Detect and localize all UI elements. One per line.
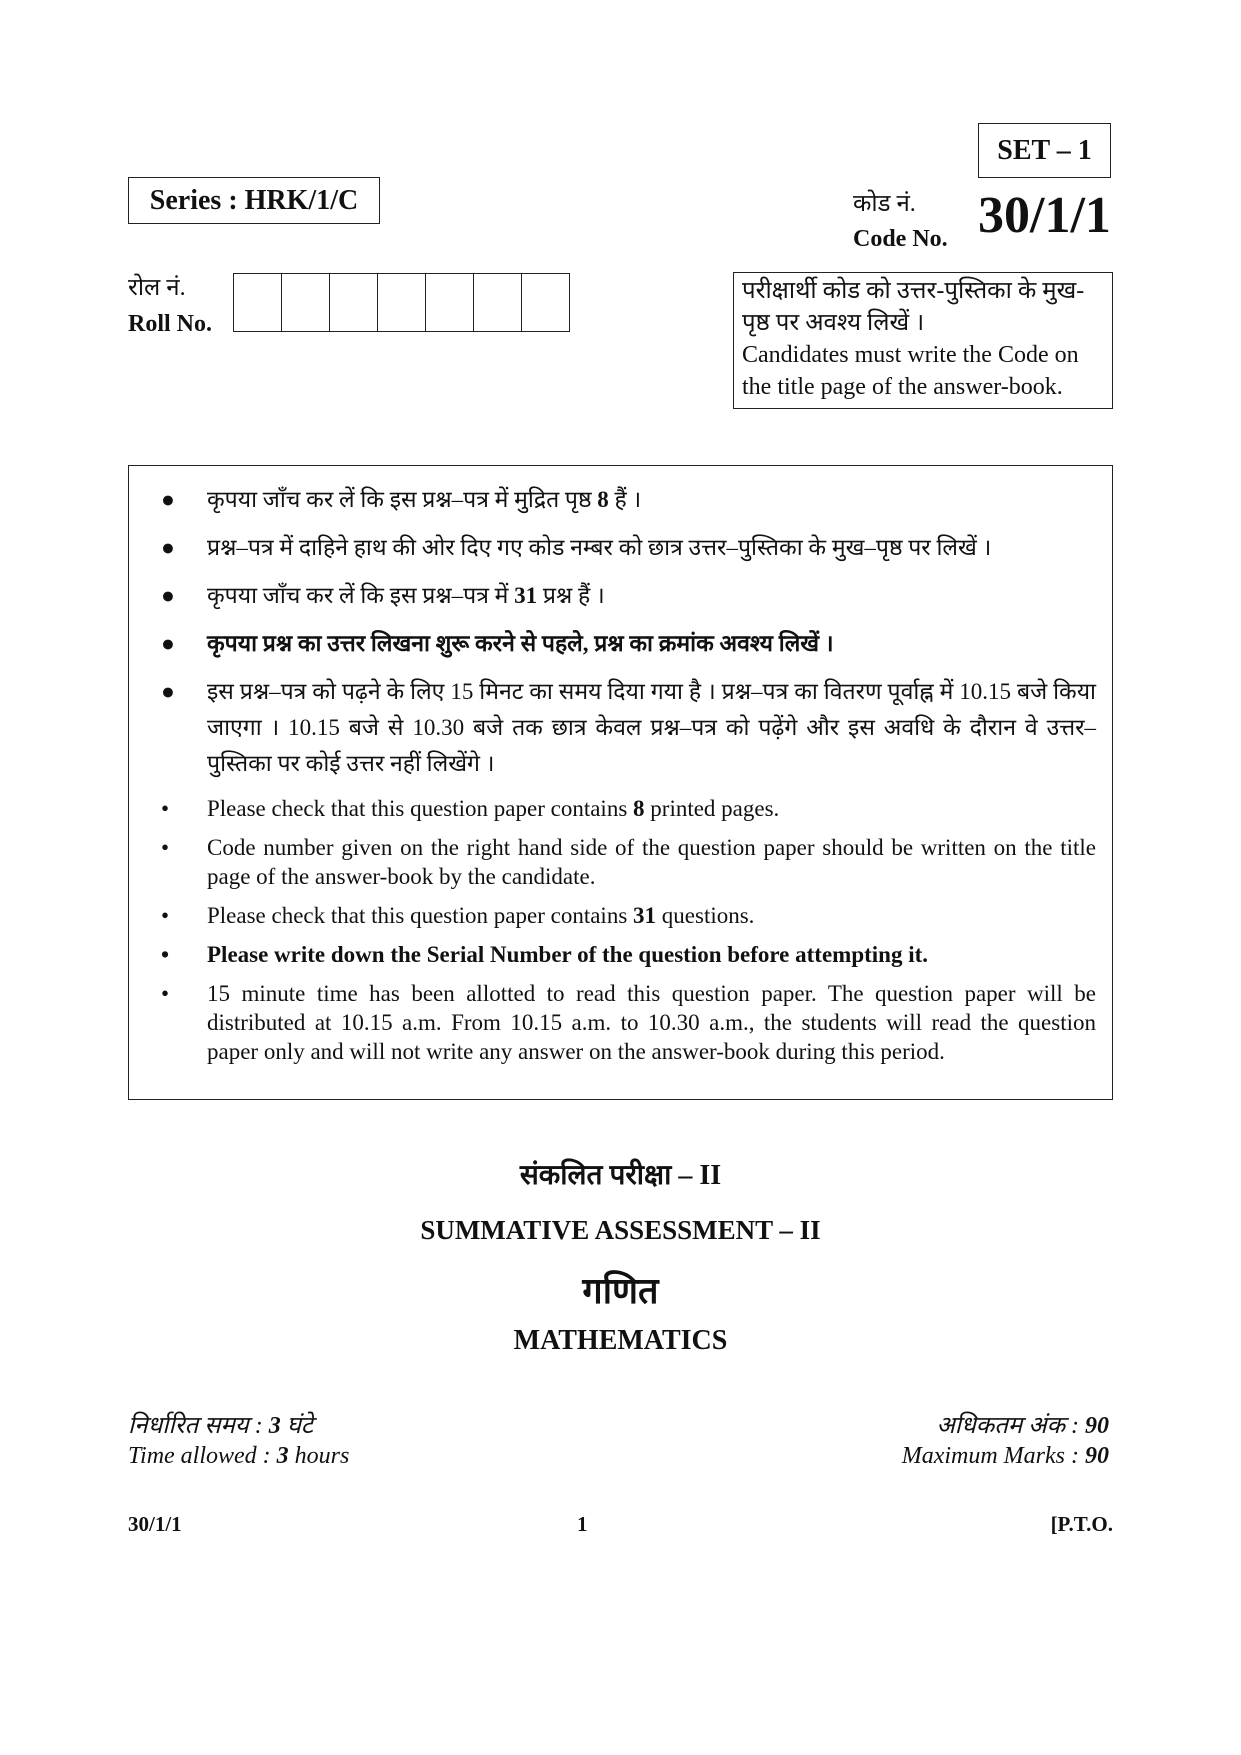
roll-digit-box[interactable] — [474, 274, 522, 331]
set-label: SET – 1 — [978, 123, 1111, 178]
roll-digit-box[interactable] — [522, 274, 570, 331]
subject-title-hi: गणित — [582, 1271, 659, 1311]
series-label: Series : HRK/1/C — [128, 177, 380, 224]
bullet-icon: • — [161, 942, 170, 967]
roll-number-boxes — [233, 273, 570, 332]
max-marks-en — [902, 1443, 1109, 1470]
instruction-item — [145, 482, 1096, 518]
max-marks-hi — [936, 1408, 1109, 1441]
instruction-item — [145, 626, 1096, 662]
instruction-number: 31 — [633, 903, 657, 928]
bullet-icon: ● — [161, 487, 175, 512]
roll-label-en: Roll No. — [128, 311, 212, 337]
instruction-text: printed pages. — [644, 796, 780, 821]
roll-digit-box[interactable] — [282, 274, 330, 331]
bullet-icon: ● — [161, 679, 175, 704]
instruction-text: कृपया जाँच कर लें कि इस प्रश्न–पत्र में मुद्रित पृष्ठ — [207, 487, 598, 512]
instruction-text: प्रश्न–पत्र में दाहिने हाथ की ओर दिए गए कोड नम्बर को छात्र उत्तर–पुस्तिका के मुख–पृष्ठ पर लिखें । — [207, 535, 992, 560]
roll-digit-box[interactable] — [426, 274, 474, 331]
time-text: Time allowed : — [128, 1443, 277, 1469]
roll-digit-box[interactable] — [234, 274, 282, 331]
page-number: 1 — [577, 1512, 588, 1536]
instruction-text: Please write down the Serial Number of the question before attempting it. — [207, 942, 929, 967]
candidate-note-en: Candidates must write the Code on the title page of the answer-book. — [742, 342, 1079, 400]
instruction-item — [145, 530, 1096, 566]
time-allowed-hi — [128, 1408, 313, 1441]
time-text: निर्धारित समय : — [128, 1413, 269, 1439]
instruction-text: 15 minute time has been allotted to read this question paper. The question paper will be distributed at 10.15 a.m. From 10.15 a.m. to 10.30 a.m., the students will read the question paper only and will not write any answer on the answer-book during this period. — [207, 981, 1096, 1064]
instruction-item — [145, 833, 1096, 891]
instruction-item — [145, 901, 1096, 930]
instruction-text: Please check that this question paper contains — [207, 903, 634, 928]
marks-text: अधिकतम अंक : — [936, 1413, 1085, 1439]
time-value: 3 — [268, 1413, 281, 1439]
instruction-text: Code number given on the right hand side of the question paper should be written on the title page of the answer-book by the candidate. — [207, 835, 1096, 889]
candidate-note-hi: परीक्षार्थी कोड को उत्तर-पुस्तिका के मुख-पृष्ठ पर अवश्य लिखें । — [742, 278, 1085, 336]
instruction-text: Please check that this question paper contains — [207, 796, 634, 821]
instruction-text: कृपया जाँच कर लें कि इस प्रश्न–पत्र में — [207, 583, 515, 608]
instruction-number: 8 — [633, 796, 645, 821]
bullet-icon: • — [161, 835, 170, 860]
instruction-item — [145, 794, 1096, 823]
time-allowed-en — [128, 1443, 349, 1470]
subject-title-en: MATHEMATICS — [513, 1325, 728, 1356]
marks-value: 90 — [1085, 1443, 1109, 1469]
instructions-list — [145, 482, 1096, 1066]
instructions-box — [128, 465, 1113, 1100]
marks-value: 90 — [1085, 1413, 1109, 1439]
bullet-icon: • — [161, 796, 170, 821]
instruction-number: 8 — [597, 487, 609, 512]
instruction-text: हैं । — [608, 487, 642, 512]
bullet-icon: ● — [161, 631, 175, 656]
roll-digit-box[interactable] — [330, 274, 378, 331]
time-text: hours — [288, 1443, 350, 1469]
code-label-en: Code No. — [853, 226, 948, 252]
instruction-text: questions. — [656, 903, 755, 928]
instruction-text: इस प्रश्न–पत्र को पढ़ने के लिए 15 मिनट का समय दिया गया है । प्रश्न–पत्र का वितरण पूर्वाह्न में 10.15 बजे किया जाएगा । 10.15 बजे से 10.30 बजे तक छात्र केवल प्रश्न–पत्र को पढ़ेंगे और इस अवधि के दौरान वे उत्तर–पुस्तिका पर कोई उत्तर नहीं लिखेंगे । — [207, 679, 1096, 776]
bullet-icon: • — [161, 981, 170, 1006]
roll-digit-box[interactable] — [378, 274, 426, 331]
bullet-icon: ● — [161, 583, 175, 608]
exam-title-en: SUMMATIVE ASSESSMENT – II — [420, 1215, 821, 1245]
bullet-icon: ● — [161, 535, 175, 560]
instruction-item — [145, 940, 1096, 969]
candidate-note — [733, 272, 1113, 409]
instruction-number: 31 — [514, 583, 538, 608]
marks-text: Maximum Marks : — [901, 1443, 1085, 1469]
instruction-text: प्रश्न हैं । — [537, 583, 605, 608]
code-number: 30/1/1 — [978, 187, 1111, 244]
instruction-text: कृपया प्रश्न का उत्तर लिखना शुरू करने से पहले, प्रश्न का क्रमांक अवश्य लिखें । — [207, 631, 834, 656]
code-label-hi: कोड नं. — [853, 191, 916, 217]
footer-code: 30/1/1 — [128, 1512, 182, 1536]
instruction-item — [145, 979, 1096, 1066]
time-text: घंटे — [280, 1413, 313, 1439]
bullet-icon: • — [161, 903, 170, 928]
pto-label: [P.T.O. — [1050, 1512, 1113, 1536]
roll-label-hi: रोल नं. — [128, 275, 186, 301]
instruction-item — [145, 674, 1096, 782]
time-value: 3 — [276, 1443, 289, 1469]
instruction-item — [145, 578, 1096, 614]
exam-title-hi: संकलित परीक्षा – II — [519, 1160, 722, 1191]
